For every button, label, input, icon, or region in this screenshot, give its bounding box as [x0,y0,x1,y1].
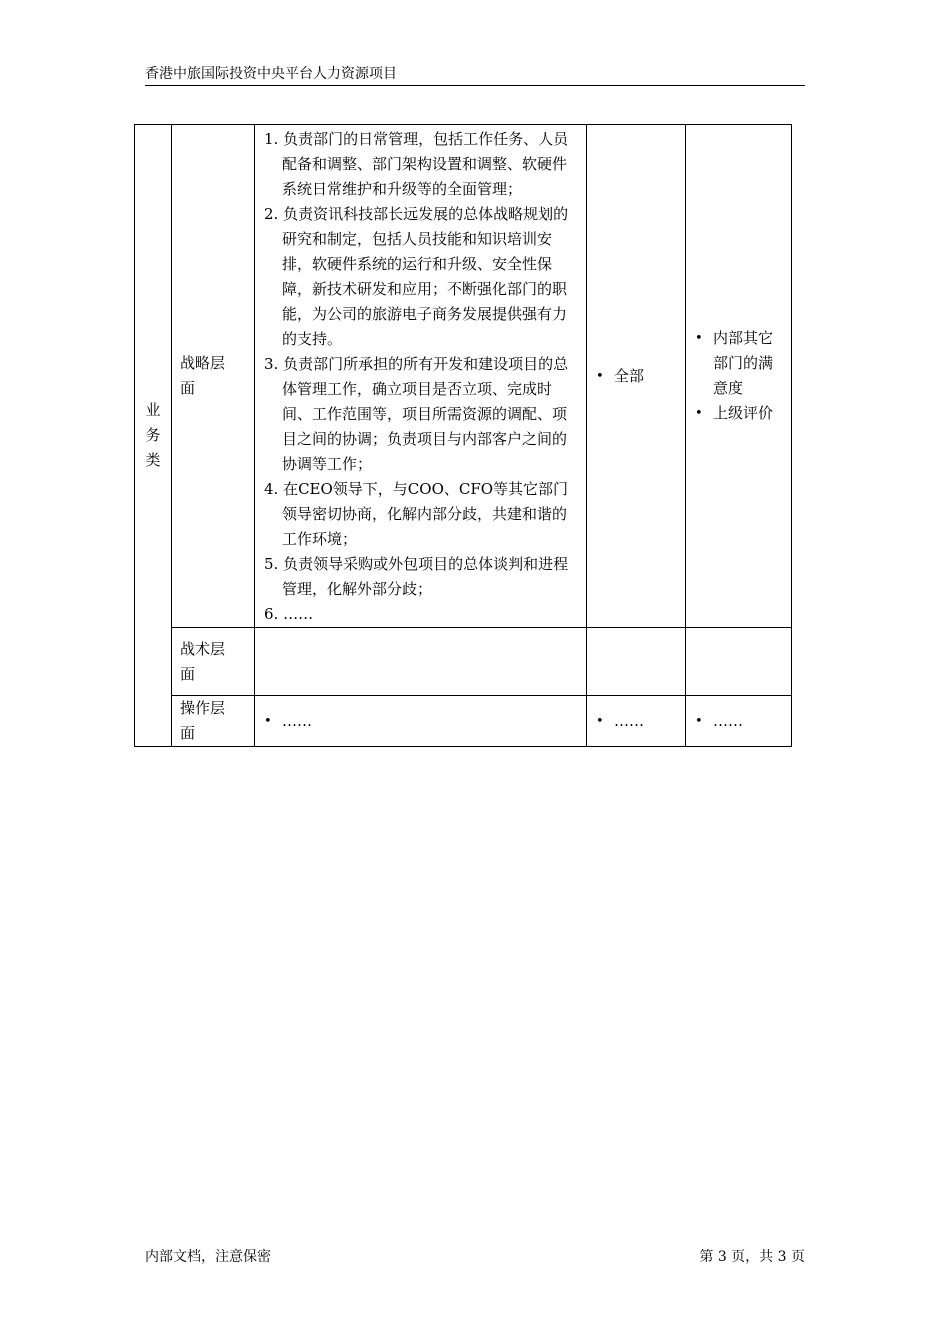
duty-item: 3. 负责部门所承担的所有开发和建设项目的总体管理工作，确立项目是否立项、完成时间、工作范围等，项目所需资源的调配、项目之间的协调；负责项目与内部客户之间的协调等工作； [264,355,569,473]
bullet-item: • 内部其它部门的满意度 [695,326,785,401]
evaluation-cell [686,125,792,628]
level-cell: 战术层 面 [172,628,255,696]
duty-item: 5. 负责领导采购或外包项目的总体谈判和进程管理，化解外部分歧； [264,555,569,598]
category-char: 类 [145,451,161,469]
scope-cell [587,628,686,696]
level-cell: 战略层 面 [172,125,255,628]
responsibilities-cell [255,628,587,696]
bullet-item: • …… [596,709,685,734]
table-row-operational [135,696,792,747]
footer-confidential: 内部文档，注意保密 [145,1249,271,1265]
bullet-list [596,364,685,389]
duty-item: 1. 负责部门的日常管理，包括工作任务、人员配备和调整、部门架构设置和调整、软硬件系统日常维护和升级等的全面管理； [264,130,569,198]
responsibility-table [134,124,792,747]
duty-item: 2. 负责资讯科技部长远发展的总体战略规划的研究和制定，包括人员技能和知识培训安排，软硬件系统的运行和升级、安全性保障，新技术研发和应用；不断强化部门的职能，为公司的旅游电子商务发展提供强有力的支持。 [264,205,569,348]
duty-item: 6. …… [264,605,314,623]
duty-item: 4. 在CEO领导下，与COO、CFO等其它部门领导密切协商，化解内部分歧，共建和谐的工作环境； [264,480,569,548]
bullet-list [596,709,685,734]
category-char: 业 [145,401,161,419]
evaluation-cell [686,696,792,747]
bullet-list [264,709,586,734]
category-char: 务 [145,426,161,444]
table-row-tactical [135,628,792,696]
footer-page-number: 第 3 页，共 3 页 [699,1249,805,1265]
responsibilities-cell [255,696,587,747]
scope-cell [587,696,686,747]
bullet-item: • 全部 [596,364,685,389]
bullet-item: • …… [264,709,586,734]
category-cell [135,125,172,747]
bullet-list [695,709,785,734]
bullet-list [695,326,785,426]
level-cell: 操作层 面 [172,696,255,747]
table-row-strategic [135,125,792,628]
duty-list [264,127,580,627]
evaluation-cell [686,628,792,696]
scope-cell [587,125,686,628]
responsibilities-cell [255,125,587,628]
page-header: 香港中旅国际投资中央平台人力资源项目 [145,64,805,86]
bullet-item: • …… [695,709,785,734]
bullet-item: • 上级评价 [695,401,785,426]
